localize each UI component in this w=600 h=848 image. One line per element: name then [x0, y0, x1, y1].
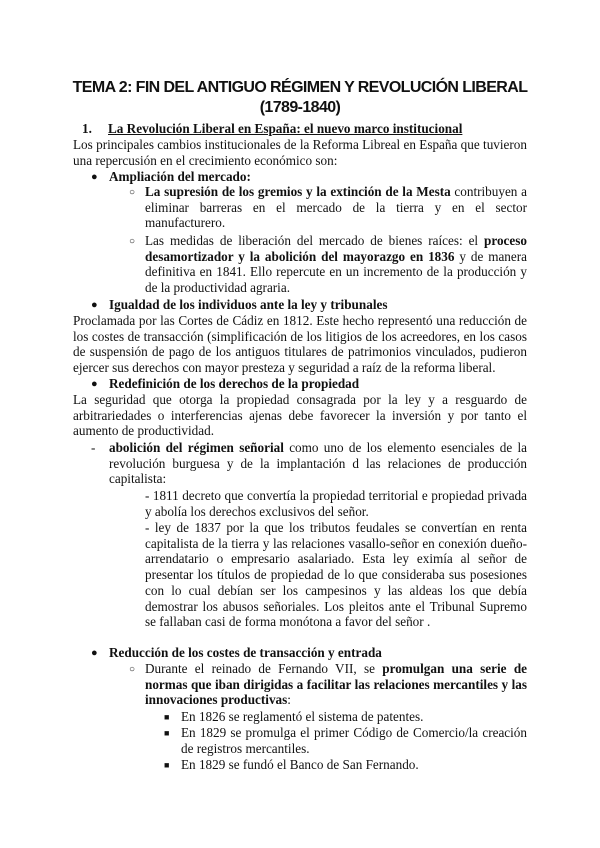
page-title: TEMA 2: FIN DEL ANTIGUO RÉGIMEN Y REVOLUCIÓN LIBERAL	[72, 79, 528, 96]
paragraph-ley-1837: - ley de 1837 por la que los tributos feudales se convertían en renta capitalista de la tierra y las relaciones vasallo-señor en conexión dueño-arrendatario o empresario asalariado. Esta ley eximía al señor de presentar los títulos de propiedad de lo que consideraba sus posesiones con lo cual debían ser los campesinos y las aldeas los que debía demostrar los abusos señoriales. Los pleitos ante el Tribunal Supremo se fallaban casi de forma monótona a favor del señor .	[145, 520, 527, 630]
list-item-codigo-comercio: En 1829 se promulga el primer Código de Comercio/la creación de registros mercantiles.	[181, 725, 527, 756]
list-item-banco-san-fernando: En 1829 se fundó el Banco de San Fernando.	[181, 757, 419, 772]
item-text: Las medidas de liberación del mercado de bienes raíces: el	[145, 233, 485, 248]
item-text: Durante el reinado de Fernando VII, se	[145, 661, 383, 676]
circle-bullet-icon: ○	[129, 664, 136, 675]
heading-redefinicion: Redefinición de los derechos de la propiedad	[109, 376, 360, 391]
circle-bullet-icon: ○	[129, 187, 136, 198]
bullet-icon: ●	[91, 299, 98, 311]
circle-bullet-icon: ○	[129, 236, 136, 247]
bullet-icon: ●	[91, 378, 98, 390]
section-heading: La Revolución Liberal en España: el nuevo marco institucional	[108, 121, 463, 136]
section-number: 1.	[82, 121, 92, 136]
square-bullet-icon: ■	[164, 760, 170, 770]
item-text: como uno de los elemento esenciales de la revolución burguesa y de la implantación d las relaciones de producción capitalista:	[109, 440, 527, 487]
bullet-icon: ●	[91, 647, 98, 659]
paragraph-igualdad: Proclamada por las Cortes de Cádiz en 1812. Este hecho representó una reducción de los costes de transacción (simplificación de los litigios de los acreedores, en los casos de suspensión de pago de los antiguos titulares de patrimonios vinculados, pudieron ejercer sus derechos con mayor presteza y seguridad a raíz de la reforma liberal.	[73, 313, 527, 376]
item-bold-text: abolición del régimen señorial	[109, 440, 284, 455]
item-text: :	[287, 692, 291, 708]
list-item-patentes: En 1826 se reglamentó el sistema de patentes.	[181, 709, 424, 724]
paragraph-decreto-1811: - 1811 decreto que convertía la propiedad territorial e propiedad privada y abolía los derechos exclusivos del señor.	[145, 488, 527, 519]
bullet-icon: ●	[91, 171, 98, 183]
item-bold-text: proceso desamortizador y la abolición del mayorazgo en 1836	[145, 233, 527, 264]
item-text: y de manera definitiva en 1841. Ello repercute en un incremento de la producción y de la productividad agraria.	[145, 248, 527, 296]
paragraph-redefinicion: La seguridad que otorga la propiedad consagrada por la ley y a resguardo de arbitrariedades o interferencias ajenas debe favorecer la inversión y por tanto el aumento de productividad.	[73, 392, 527, 439]
list-item-gremios	[145, 184, 527, 231]
square-bullet-icon: ■	[164, 712, 170, 722]
dash-marker: -	[91, 440, 96, 455]
heading-ampliacion: Ampliación del mercado:	[109, 169, 251, 184]
list-item-desamortizacion	[145, 233, 527, 296]
paragraph-abolicion	[109, 440, 527, 487]
heading-reduccion: Reducción de los costes de transacción y entrada	[109, 645, 382, 660]
item-text: contribuyen a eliminar barreras en el mercado de la tierra y en el sector manufacturero.	[145, 184, 527, 231]
section-intro: Los principales cambios institucionales de la Reforma Libreal en España que tuvieron una repercusión en el crecimiento económico son:	[73, 137, 527, 168]
page-subtitle-dates: (1789-1840)	[259, 99, 341, 116]
square-bullet-icon: ■	[164, 728, 170, 738]
list-item-fernando-vii	[145, 661, 527, 708]
item-bold-text: La supresión de los gremios y la extinción de la Mesta	[145, 184, 451, 199]
heading-igualdad: Igualdad de los individuos ante la ley y tribunales	[109, 297, 388, 312]
item-bold-text: promulgan una serie de normas que iban dirigidas a facilitar las relaciones mercantiles y las innovaciones productivas	[145, 661, 528, 708]
